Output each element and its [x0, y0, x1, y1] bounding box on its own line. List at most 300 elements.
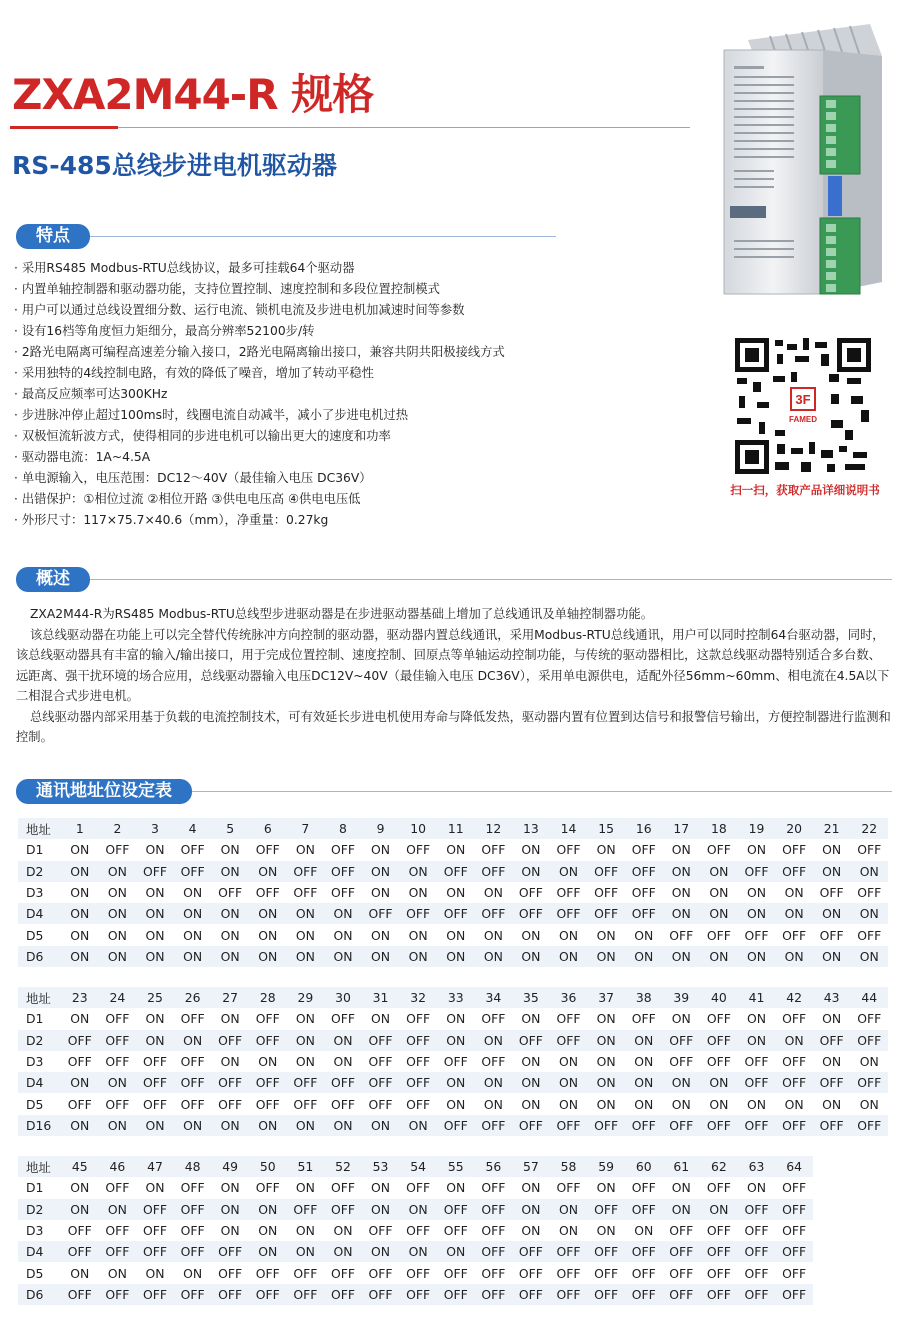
feature-item: · 外形尺寸：117×75.7×40.6（mm），净重量：0.27kg: [14, 510, 704, 531]
address-number: 18: [700, 818, 738, 839]
dip-switch-state: OFF: [249, 1093, 287, 1114]
dip-switch-state: ON: [174, 903, 212, 924]
address-number: 15: [587, 818, 625, 839]
dip-switch-state: OFF: [437, 1051, 475, 1072]
dip-switch-state: ON: [512, 1093, 550, 1114]
dip-switch-state: ON: [61, 1008, 99, 1029]
dip-switch-state: ON: [249, 1115, 287, 1136]
dip-switch-label: D6: [18, 1284, 61, 1305]
address-number: 61: [663, 1156, 701, 1177]
address-number: 36: [550, 987, 588, 1008]
dip-switch-state: ON: [850, 1093, 888, 1114]
dip-switch-state: ON: [211, 1115, 249, 1136]
address-number: 32: [399, 987, 437, 1008]
feature-item: · 2路光电隔离可编程高速差分输入接口，2路光电隔离输出接口，兼容共阴共阳极接线方式: [14, 342, 704, 363]
dip-switch-state: ON: [136, 903, 174, 924]
address-number: 12: [475, 818, 513, 839]
dip-switch-state: OFF: [738, 1241, 776, 1262]
dip-switch-state: ON: [362, 1199, 400, 1220]
dip-switch-state: ON: [136, 839, 174, 860]
dip-switch-state: ON: [399, 882, 437, 903]
address-number: 35: [512, 987, 550, 1008]
dip-switch-state: ON: [324, 1030, 362, 1051]
dip-switch-state: OFF: [211, 1284, 249, 1305]
dip-switch-row: [18, 1241, 813, 1262]
dip-switch-state: OFF: [287, 1262, 325, 1283]
dip-switch-state: OFF: [625, 1115, 663, 1136]
dip-switch-state: ON: [700, 946, 738, 967]
dip-switch-state: OFF: [700, 839, 738, 860]
dip-switch-state: OFF: [136, 1093, 174, 1114]
dip-switch-state: OFF: [324, 1072, 362, 1093]
dip-switch-state: OFF: [475, 1199, 513, 1220]
dip-switch-state: OFF: [437, 861, 475, 882]
dip-switch-state: ON: [625, 1051, 663, 1072]
address-header-label: 地址: [18, 818, 61, 839]
dip-switch-row: [18, 1051, 888, 1072]
dip-switch-state: OFF: [249, 1262, 287, 1283]
dip-switch-state: OFF: [550, 1030, 588, 1051]
address-header-row: [18, 1156, 813, 1177]
dip-switch-state: ON: [136, 946, 174, 967]
dip-switch-row: [18, 1262, 813, 1283]
dip-switch-state: ON: [61, 1072, 99, 1093]
dip-switch-state: OFF: [362, 1072, 400, 1093]
dip-switch-state: ON: [437, 1177, 475, 1198]
dip-switch-state: ON: [437, 839, 475, 860]
address-number: 14: [550, 818, 588, 839]
address-number: 41: [738, 987, 776, 1008]
dip-switch-state: OFF: [850, 1072, 888, 1093]
dip-switch-state: OFF: [850, 882, 888, 903]
dip-switch-state: ON: [99, 1199, 137, 1220]
dip-switch-state: OFF: [663, 1262, 701, 1283]
address-number: 42: [775, 987, 813, 1008]
address-header-row: [18, 818, 888, 839]
dip-switch-state: OFF: [663, 1051, 701, 1072]
dip-switch-state: OFF: [324, 839, 362, 860]
dip-switch-state: OFF: [211, 1262, 249, 1283]
dip-switch-state: ON: [362, 882, 400, 903]
dip-switch-state: OFF: [625, 1199, 663, 1220]
dip-switch-state: ON: [813, 839, 851, 860]
dip-switch-state: OFF: [850, 1030, 888, 1051]
feature-item: · 设有16档等角度恒力矩细分，最高分辨率52100步/转: [14, 321, 704, 342]
dip-switch-state: ON: [738, 839, 776, 860]
dip-switch-state: ON: [287, 1177, 325, 1198]
qr-badge-text: FAMED: [789, 415, 817, 424]
address-number: 6: [249, 818, 287, 839]
feature-item: · 最高反应频率可达300KHz: [14, 384, 704, 405]
dip-switch-state: OFF: [738, 924, 776, 945]
dip-switch-state: OFF: [99, 1241, 137, 1262]
dip-switch-state: OFF: [550, 903, 588, 924]
dip-switch-state: ON: [625, 924, 663, 945]
dip-switch-state: ON: [399, 1199, 437, 1220]
overview-paragraph: 该总线驱动器在功能上可以完全替代传统脉冲方向控制的驱动器，驱动器内置总线通讯，采用Modbus-RTU总线通讯，用户可以同时控制64台驱动器，同时，该总线驱动器具有丰富的输入/输出接口，用于完成位置控制、速度控制、回原点等单轴运动控制功能，与传统的驱动器相比，这款总线驱动器特别适合多台数、远距离、强干扰环境的场合应用，总线驱动器输入电压DC12V~40V（最佳输入电压 DC36V），采用单电源供电，适配外径56mm~60mm、相电流在4.5A以下二相混合式步进电机。: [16, 627, 890, 703]
dip-switch-state: OFF: [738, 1051, 776, 1072]
dip-switch-state: ON: [99, 946, 137, 967]
dip-switch-state: ON: [700, 882, 738, 903]
dip-switch-state: ON: [850, 861, 888, 882]
dip-switch-state: ON: [399, 1115, 437, 1136]
dip-switch-state: OFF: [362, 1284, 400, 1305]
address-number: 29: [287, 987, 325, 1008]
dip-switch-label: D5: [18, 1093, 61, 1114]
dip-switch-state: OFF: [512, 1115, 550, 1136]
dip-switch-state: OFF: [399, 1093, 437, 1114]
dip-switch-state: ON: [211, 924, 249, 945]
dip-switch-state: OFF: [324, 1093, 362, 1114]
dip-switch-state: OFF: [775, 1220, 813, 1241]
dip-switch-label: D6: [18, 946, 61, 967]
dip-switch-state: ON: [850, 1051, 888, 1072]
dip-switch-state: OFF: [362, 1093, 400, 1114]
dip-switch-state: OFF: [738, 1115, 776, 1136]
dip-switch-row: [18, 1220, 813, 1241]
address-table-section-header: [16, 779, 892, 804]
dip-switch-state: ON: [437, 1241, 475, 1262]
dip-switch-state: OFF: [399, 1262, 437, 1283]
dip-switch-state: OFF: [211, 1030, 249, 1051]
dip-switch-state: ON: [587, 1093, 625, 1114]
dip-switch-state: OFF: [850, 924, 888, 945]
dip-switch-state: ON: [249, 1241, 287, 1262]
dip-switch-state: ON: [512, 1199, 550, 1220]
dip-switch-state: ON: [399, 924, 437, 945]
dip-switch-state: ON: [512, 946, 550, 967]
dip-switch-state: ON: [512, 1051, 550, 1072]
dip-switch-state: ON: [211, 839, 249, 860]
dip-switch-state: OFF: [399, 1072, 437, 1093]
dip-switch-state: ON: [663, 1199, 701, 1220]
dip-switch-state: OFF: [663, 1030, 701, 1051]
dip-switch-state: OFF: [512, 1284, 550, 1305]
dip-switch-state: ON: [700, 1072, 738, 1093]
dip-switch-state: OFF: [211, 1072, 249, 1093]
dip-switch-row: [18, 1177, 813, 1198]
dip-switch-state: ON: [362, 861, 400, 882]
address-number: 51: [287, 1156, 325, 1177]
dip-switch-state: OFF: [625, 903, 663, 924]
dip-switch-state: ON: [362, 1008, 400, 1029]
dip-switch-state: ON: [775, 1093, 813, 1114]
dip-switch-state: ON: [249, 861, 287, 882]
dip-switch-state: ON: [850, 946, 888, 967]
dip-switch-row: [18, 1115, 888, 1136]
dip-switch-state: OFF: [61, 1241, 99, 1262]
dip-switch-state: OFF: [174, 1177, 212, 1198]
dip-switch-state: OFF: [174, 1199, 212, 1220]
dip-switch-state: OFF: [775, 1262, 813, 1283]
dip-switch-state: OFF: [625, 882, 663, 903]
dip-switch-state: ON: [550, 1093, 588, 1114]
feature-item: · 内置单轴控制器和驱动器功能，支持位置控制、速度控制和多段位置控制模式: [14, 279, 704, 300]
dip-switch-state: OFF: [813, 924, 851, 945]
dip-switch-state: OFF: [437, 1115, 475, 1136]
dip-switch-state: ON: [136, 1177, 174, 1198]
features-section-header: [16, 224, 556, 249]
dip-switch-state: ON: [174, 946, 212, 967]
dip-switch-state: ON: [174, 1030, 212, 1051]
dip-switch-state: ON: [362, 1115, 400, 1136]
dip-switch-state: ON: [61, 1115, 99, 1136]
address-table-heading: 通讯地址位设定表: [16, 779, 192, 804]
address-number: 48: [174, 1156, 212, 1177]
dip-switch-state: ON: [550, 946, 588, 967]
dip-switch-state: OFF: [550, 1115, 588, 1136]
dip-switch-state: ON: [324, 903, 362, 924]
dip-switch-state: OFF: [550, 839, 588, 860]
dip-switch-state: ON: [625, 1030, 663, 1051]
feature-item: · 采用独特的4线控制电路，有效的降低了噪音，增加了转动平稳性: [14, 363, 704, 384]
address-table-block-2: [18, 987, 888, 1136]
dip-switch-state: ON: [738, 1093, 776, 1114]
dip-switch-state: ON: [813, 946, 851, 967]
dip-switch-state: OFF: [211, 882, 249, 903]
dip-switch-state: OFF: [700, 1051, 738, 1072]
dip-switch-state: ON: [663, 1177, 701, 1198]
dip-switch-state: ON: [663, 1093, 701, 1114]
dip-switch-state: OFF: [136, 1220, 174, 1241]
dip-switch-state: ON: [287, 1220, 325, 1241]
dip-switch-state: ON: [324, 1220, 362, 1241]
dip-switch-state: OFF: [287, 882, 325, 903]
dip-switch-state: ON: [211, 1199, 249, 1220]
dip-switch-state: ON: [249, 924, 287, 945]
dip-switch-state: OFF: [512, 1241, 550, 1262]
address-number: 39: [663, 987, 701, 1008]
feature-item: · 采用RS485 Modbus-RTU总线协议，最多可挂载64个驱动器: [14, 258, 704, 279]
feature-item: · 双极恒流斩波方式，使得相同的步进电机可以输出更大的速度和功率: [14, 426, 704, 447]
dip-switch-state: OFF: [663, 1284, 701, 1305]
dip-switch-state: OFF: [625, 1284, 663, 1305]
address-number: 1: [61, 818, 99, 839]
dip-switch-state: ON: [362, 839, 400, 860]
address-number: 60: [625, 1156, 663, 1177]
feature-item: · 单电源输入，电压范围：DC12～40V（最佳输入电压 DC36V）: [14, 468, 704, 489]
address-header-row: [18, 987, 888, 1008]
dip-switch-state: OFF: [99, 839, 137, 860]
dip-switch-state: ON: [399, 861, 437, 882]
dip-switch-state: ON: [738, 1030, 776, 1051]
dip-switch-label: D4: [18, 1241, 61, 1262]
dip-switch-state: ON: [813, 1093, 851, 1114]
dip-switch-state: OFF: [512, 882, 550, 903]
dip-switch-state: ON: [663, 861, 701, 882]
dip-switch-state: OFF: [738, 1199, 776, 1220]
dip-switch-state: OFF: [813, 1072, 851, 1093]
dip-switch-state: OFF: [437, 1220, 475, 1241]
dip-switch-state: OFF: [249, 1030, 287, 1051]
dip-switch-state: ON: [587, 1051, 625, 1072]
dip-switch-state: OFF: [399, 1008, 437, 1029]
dip-switch-state: OFF: [399, 1220, 437, 1241]
dip-switch-state: ON: [550, 861, 588, 882]
dip-switch-state: ON: [249, 903, 287, 924]
address-number: 20: [775, 818, 813, 839]
qr-code[interactable]: [735, 338, 871, 474]
dip-switch-state: ON: [512, 1072, 550, 1093]
dip-switch-row: [18, 1093, 888, 1114]
dip-switch-state: ON: [287, 903, 325, 924]
dip-switch-state: OFF: [587, 861, 625, 882]
address-number: 55: [437, 1156, 475, 1177]
dip-switch-state: ON: [813, 1008, 851, 1029]
dip-switch-state: ON: [61, 903, 99, 924]
address-number: 19: [738, 818, 776, 839]
dip-switch-state: OFF: [475, 903, 513, 924]
address-number: 59: [587, 1156, 625, 1177]
dip-switch-state: ON: [437, 946, 475, 967]
dip-switch-label: D4: [18, 1072, 61, 1093]
feature-item: · 出错保护：①相位过流 ②相位开路 ③供电电压高 ④供电电压低: [14, 489, 704, 510]
dip-switch-state: OFF: [174, 1093, 212, 1114]
dip-switch-state: OFF: [61, 1051, 99, 1072]
dip-switch-state: ON: [324, 1241, 362, 1262]
dip-switch-state: OFF: [174, 1072, 212, 1093]
dip-switch-state: OFF: [475, 1051, 513, 1072]
dip-switch-state: OFF: [287, 861, 325, 882]
dip-switch-state: ON: [362, 1241, 400, 1262]
dip-switch-state: ON: [99, 882, 137, 903]
dip-switch-state: OFF: [174, 1284, 212, 1305]
dip-switch-state: OFF: [99, 1030, 137, 1051]
dip-switch-state: ON: [512, 1177, 550, 1198]
dip-switch-state: OFF: [61, 1220, 99, 1241]
dip-switch-state: OFF: [174, 861, 212, 882]
dip-switch-state: OFF: [700, 1284, 738, 1305]
dip-switch-state: ON: [61, 924, 99, 945]
dip-switch-state: ON: [475, 946, 513, 967]
dip-switch-state: OFF: [362, 903, 400, 924]
address-number: 63: [738, 1156, 776, 1177]
feature-item: · 驱动器电流：1A~4.5A: [14, 447, 704, 468]
dip-switch-state: OFF: [663, 924, 701, 945]
dip-switch-state: OFF: [362, 1051, 400, 1072]
dip-switch-state: ON: [550, 924, 588, 945]
dip-switch-state: ON: [775, 946, 813, 967]
dip-switch-state: OFF: [399, 903, 437, 924]
dip-switch-row: [18, 861, 888, 882]
dip-switch-state: ON: [324, 1051, 362, 1072]
address-header-label: 地址: [18, 987, 61, 1008]
dip-switch-state: OFF: [174, 839, 212, 860]
address-number: 13: [512, 818, 550, 839]
dip-switch-state: OFF: [437, 1262, 475, 1283]
dip-switch-state: OFF: [663, 1220, 701, 1241]
dip-switch-state: ON: [625, 1093, 663, 1114]
address-number: 25: [136, 987, 174, 1008]
dip-switch-state: OFF: [587, 1241, 625, 1262]
dip-switch-state: OFF: [775, 839, 813, 860]
dip-switch-state: ON: [211, 861, 249, 882]
features-list: [14, 258, 704, 531]
dip-switch-state: OFF: [475, 1262, 513, 1283]
dip-switch-state: OFF: [136, 861, 174, 882]
dip-switch-state: OFF: [738, 1220, 776, 1241]
address-number: 8: [324, 818, 362, 839]
dip-switch-state: OFF: [512, 903, 550, 924]
dip-switch-state: OFF: [61, 1093, 99, 1114]
dip-switch-state: OFF: [136, 1051, 174, 1072]
overview-text: [16, 604, 892, 748]
address-number: 52: [324, 1156, 362, 1177]
dip-switch-state: ON: [813, 1051, 851, 1072]
dip-switch-label: D1: [18, 839, 61, 860]
dip-switch-state: OFF: [61, 1284, 99, 1305]
dip-switch-state: ON: [61, 861, 99, 882]
dip-switch-state: OFF: [550, 1284, 588, 1305]
address-number: 10: [399, 818, 437, 839]
dip-switch-state: ON: [850, 903, 888, 924]
dip-switch-state: OFF: [287, 1093, 325, 1114]
dip-switch-state: OFF: [399, 1030, 437, 1051]
dip-switch-state: OFF: [813, 1030, 851, 1051]
dip-switch-state: ON: [663, 1008, 701, 1029]
address-number: 27: [211, 987, 249, 1008]
address-number: 30: [324, 987, 362, 1008]
dip-switch-state: OFF: [324, 1199, 362, 1220]
dip-switch-row: [18, 882, 888, 903]
address-table-divider: [176, 791, 892, 792]
dip-switch-state: ON: [587, 1220, 625, 1241]
dip-switch-state: OFF: [362, 1262, 400, 1283]
dip-switch-state: OFF: [61, 1030, 99, 1051]
features-divider: [76, 236, 556, 237]
dip-switch-state: ON: [136, 882, 174, 903]
dip-switch-state: OFF: [550, 1177, 588, 1198]
dip-switch-state: ON: [437, 1008, 475, 1029]
dip-switch-state: OFF: [475, 1008, 513, 1029]
address-number: 46: [99, 1156, 137, 1177]
dip-switch-state: OFF: [99, 1093, 137, 1114]
dip-switch-state: ON: [437, 1072, 475, 1093]
dip-switch-label: D2: [18, 1199, 61, 1220]
dip-switch-state: OFF: [437, 903, 475, 924]
overview-divider: [76, 579, 892, 580]
feature-item: · 用户可以通过总线设置细分数、运行电流、锁机电流及步进电机加减速时间等参数: [14, 300, 704, 321]
address-number: 56: [475, 1156, 513, 1177]
dip-switch-state: ON: [61, 839, 99, 860]
dip-switch-state: OFF: [324, 882, 362, 903]
dip-switch-row: [18, 924, 888, 945]
dip-switch-label: D4: [18, 903, 61, 924]
dip-switch-state: ON: [324, 924, 362, 945]
address-number: 28: [249, 987, 287, 1008]
dip-switch-state: ON: [61, 1262, 99, 1283]
dip-switch-state: ON: [174, 1115, 212, 1136]
dip-switch-state: OFF: [625, 839, 663, 860]
dip-switch-state: OFF: [700, 1030, 738, 1051]
dip-switch-state: ON: [211, 1220, 249, 1241]
overview-heading: 概述: [16, 567, 90, 592]
dip-switch-state: OFF: [587, 882, 625, 903]
dip-switch-state: ON: [700, 1199, 738, 1220]
dip-switch-state: OFF: [249, 1072, 287, 1093]
address-number: 47: [136, 1156, 174, 1177]
dip-switch-state: ON: [475, 1072, 513, 1093]
dip-switch-state: ON: [211, 1051, 249, 1072]
address-number: 2: [99, 818, 137, 839]
dip-switch-state: OFF: [550, 1008, 588, 1029]
dip-switch-state: OFF: [324, 1284, 362, 1305]
dip-switch-state: OFF: [399, 1051, 437, 1072]
dip-switch-state: OFF: [475, 1177, 513, 1198]
dip-switch-state: ON: [287, 1115, 325, 1136]
dip-switch-state: OFF: [362, 1030, 400, 1051]
dip-switch-row: [18, 903, 888, 924]
